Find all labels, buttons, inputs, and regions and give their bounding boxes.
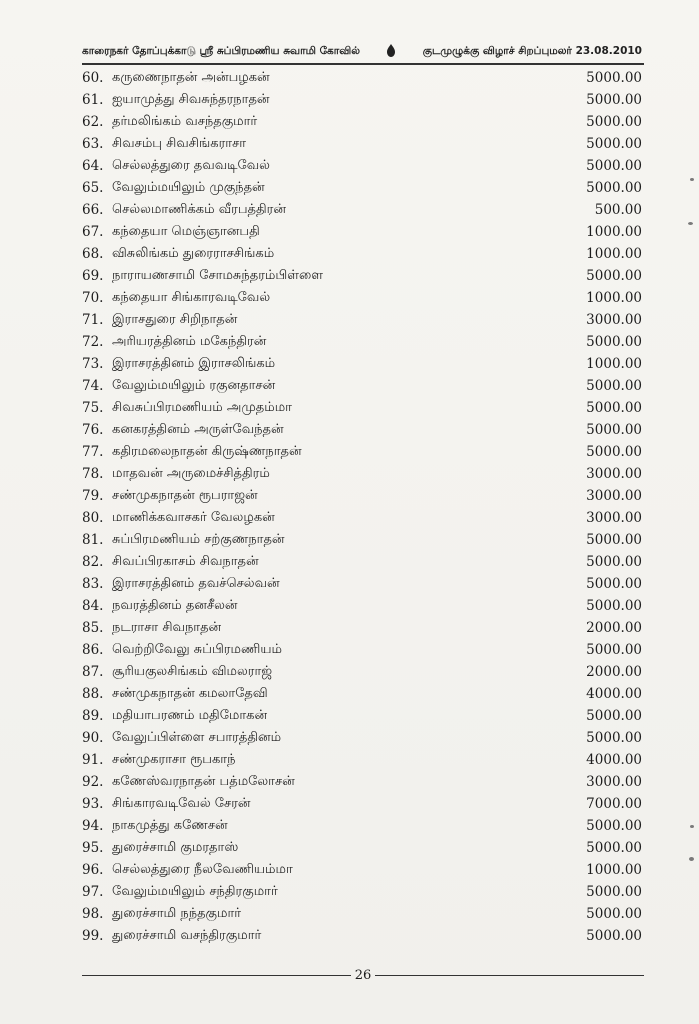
donor-row: [82, 683, 642, 705]
entry-number: 98.: [82, 906, 104, 922]
donor-row: [82, 815, 642, 837]
donor-name: வேலுப்பிள்ளை சபாரத்தினம்: [112, 730, 282, 745]
entry-number: 87.: [82, 664, 104, 680]
entry-number: 88.: [82, 686, 104, 702]
donor-row: [82, 705, 642, 727]
donor-name: சிங்காரவடிவேல் சேரன்: [112, 796, 251, 811]
entry-number: 82.: [82, 554, 104, 570]
donation-amount: 500.00: [594, 202, 642, 218]
donation-amount: 7000.00: [586, 796, 642, 812]
donor-name: துரைச்சாமி வசந்திரகுமார்: [112, 928, 262, 943]
entry-number: 68.: [82, 246, 104, 262]
donor-row: [82, 155, 642, 177]
donation-amount: 5000.00: [586, 730, 642, 746]
donor-row: [82, 749, 642, 771]
entry-number: 85.: [82, 620, 104, 636]
donation-amount: 5000.00: [586, 818, 642, 834]
entry-number: 62.: [82, 114, 104, 130]
donation-amount: 3000.00: [586, 488, 642, 504]
donor-name: கணேஸ்வரநாதன் பத்மலோசன்: [112, 774, 295, 789]
footer-rule-left: [82, 975, 351, 976]
donor-name: சூரியகுலசிங்கம் விமலராஜ்: [112, 664, 273, 679]
donation-amount: 3000.00: [586, 510, 642, 526]
donor-name: கருணைநாதன் அன்பழகன்: [112, 70, 270, 85]
donation-amount: 5000.00: [586, 906, 642, 922]
donor-name: துரைச்சாமி குமரதாஸ்: [112, 840, 239, 855]
scan-speck: [690, 825, 694, 828]
entry-number: 96.: [82, 862, 104, 878]
page-header: [82, 40, 642, 62]
donor-row: [82, 617, 642, 639]
donor-row: [82, 397, 642, 419]
donation-amount: 1000.00: [586, 356, 642, 372]
entry-number: 90.: [82, 730, 104, 746]
donation-amount: 1000.00: [586, 224, 642, 240]
donation-amount: 3000.00: [586, 312, 642, 328]
donation-amount: 5000.00: [586, 400, 642, 416]
entry-number: 97.: [82, 884, 104, 900]
scan-speck: [690, 178, 694, 181]
donor-row: [82, 441, 642, 463]
donor-row: [82, 89, 642, 111]
donor-row: [82, 375, 642, 397]
donation-amount: 5000.00: [586, 136, 642, 152]
donor-name: சண்முகராசா ரூபகாந்: [112, 752, 236, 767]
donor-row: [82, 221, 642, 243]
donation-amount: 5000.00: [586, 840, 642, 856]
donation-amount: 5000.00: [586, 334, 642, 350]
donation-amount: 4000.00: [586, 686, 642, 702]
donation-amount: 1000.00: [586, 290, 642, 306]
donor-row: [82, 573, 642, 595]
scan-speck: [688, 222, 693, 225]
donation-amount: 3000.00: [586, 466, 642, 482]
donor-name: வேலும்மயிலும் சந்திரகுமார்: [112, 884, 278, 899]
donor-name: செல்லத்துரை நீலவேணியம்மா: [112, 862, 293, 877]
header-rule: [82, 63, 644, 65]
donor-name: நாராயணசாமி சோமசுந்தரம்பிள்ளை: [112, 268, 324, 283]
donation-amount: 5000.00: [586, 598, 642, 614]
header-temple-title: காரைநகர் தோப்புக்காடு ஸ்ரீ சுப்பிரமணிய சுவாமி கோவில்: [82, 44, 360, 57]
entry-number: 67.: [82, 224, 104, 240]
donor-row: [82, 507, 642, 529]
entry-number: 89.: [82, 708, 104, 724]
donor-row: [82, 881, 642, 903]
donation-amount: 5000.00: [586, 576, 642, 592]
footer-rule-right: [375, 975, 644, 976]
donor-row: [82, 529, 642, 551]
donation-amount: 5000.00: [586, 554, 642, 570]
donor-name: சிவப்பிரகாசம் சிவநாதன்: [112, 554, 259, 569]
donor-name: வேலும்மயிலும் ரகுனதாசன்: [112, 378, 276, 393]
entry-number: 72.: [82, 334, 104, 350]
entry-number: 84.: [82, 598, 104, 614]
donor-name: அரியரத்தினம் மகேந்திரன்: [112, 334, 267, 349]
donation-amount: 5000.00: [586, 532, 642, 548]
entry-number: 65.: [82, 180, 104, 196]
entry-number: 73.: [82, 356, 104, 372]
donor-name: மாதவன் அருமைச்சித்திரம்: [112, 466, 270, 481]
donation-amount: 5000.00: [586, 180, 642, 196]
entry-number: 94.: [82, 818, 104, 834]
entry-number: 70.: [82, 290, 104, 306]
donor-name: ஐயாமுத்து சிவசுந்தரநாதன்: [112, 92, 270, 107]
donor-name: நடராசா சிவநாதன்: [112, 620, 222, 635]
donor-name: விசுலிங்கம் துரைராசசிங்கம்: [112, 246, 275, 261]
entry-number: 86.: [82, 642, 104, 658]
donor-row: [82, 111, 642, 133]
donor-name: சிவசம்பு சிவசிங்கராசா: [112, 136, 247, 151]
donation-amount: 1000.00: [586, 862, 642, 878]
donor-name: மதியாபரணம் மதிமோகன்: [112, 708, 268, 723]
donor-row: [82, 793, 642, 815]
donor-name: செல்லமாணிக்கம் வீரபத்திரன்: [112, 202, 286, 217]
donor-name: செல்லத்துரை தவவடிவேல்: [112, 158, 270, 173]
donation-amount: 5000.00: [586, 70, 642, 86]
entry-number: 81.: [82, 532, 104, 548]
donation-amount: 5000.00: [586, 268, 642, 284]
donor-name: நாகமுத்து கணேசன்: [112, 818, 228, 833]
donation-amount: 5000.00: [586, 92, 642, 108]
entry-number: 66.: [82, 202, 104, 218]
donation-amount: 5000.00: [586, 422, 642, 438]
donor-row: [82, 199, 642, 221]
donor-row: [82, 309, 642, 331]
donor-row: [82, 727, 642, 749]
page-number: 26: [354, 967, 372, 983]
entry-number: 92.: [82, 774, 104, 790]
donor-name: நவரத்தினம் தனசீலன்: [112, 598, 238, 613]
donor-name: இராசதுரை சிறிநாதன்: [112, 312, 238, 327]
entry-number: 74.: [82, 378, 104, 394]
donor-row: [82, 639, 642, 661]
entry-number: 93.: [82, 796, 104, 812]
entry-number: 71.: [82, 312, 104, 328]
donor-name: இராசரத்தினம் தவச்செல்வன்: [112, 576, 280, 591]
donation-amount: 5000.00: [586, 708, 642, 724]
donor-row: [82, 551, 642, 573]
entry-number: 77.: [82, 444, 104, 460]
donor-row: [82, 661, 642, 683]
entry-number: 75.: [82, 400, 104, 416]
donation-amount: 2000.00: [586, 620, 642, 636]
donor-row: [82, 837, 642, 859]
entry-number: 99.: [82, 928, 104, 944]
entry-number: 78.: [82, 466, 104, 482]
donor-name: கதிரமலைநாதன் கிருஷ்ணநாதன்: [112, 444, 302, 459]
donor-row: [82, 903, 642, 925]
donor-row: [82, 177, 642, 199]
entry-number: 60.: [82, 70, 104, 86]
scan-speck: [689, 857, 694, 861]
donation-amount: 5000.00: [586, 158, 642, 174]
donor-name: துரைச்சாமி நந்தகுமார்: [112, 906, 242, 921]
entry-number: 91.: [82, 752, 104, 768]
donation-amount: 1000.00: [586, 246, 642, 262]
donor-name: வேலும்மயிலும் முகுந்தன்: [112, 180, 265, 195]
donor-row: [82, 265, 642, 287]
lamp-emblem-icon: [386, 44, 396, 58]
donor-row: [82, 287, 642, 309]
donor-row: [82, 925, 642, 947]
entry-number: 61.: [82, 92, 104, 108]
donation-amount: 5000.00: [586, 928, 642, 944]
donor-row: [82, 463, 642, 485]
donor-row: [82, 859, 642, 881]
donor-row: [82, 485, 642, 507]
donor-name: சண்முகநாதன் ரூபராஜன்: [112, 488, 258, 503]
donation-amount: 5000.00: [586, 378, 642, 394]
donor-name: வெற்றிவேலு சுப்பிரமணியம்: [112, 642, 282, 657]
donor-name: கனகரத்தினம் அருள்வேந்தன்: [112, 422, 284, 437]
donor-list: [82, 67, 642, 947]
donor-name: சண்முகநாதன் கமலாதேவி: [112, 686, 268, 701]
donor-name: கந்தையா மெஞ்ஞானபதி: [112, 224, 260, 239]
donor-row: [82, 419, 642, 441]
donor-name: சுப்பிரமணியம் சற்குணநாதன்: [112, 532, 285, 547]
donor-row: [82, 133, 642, 155]
donation-amount: 3000.00: [586, 774, 642, 790]
donor-row: [82, 243, 642, 265]
page-footer: [82, 965, 644, 985]
donor-row: [82, 67, 642, 89]
donor-name: மாணிக்கவாசகர் வேலழகன்: [112, 510, 275, 525]
donation-amount: 5000.00: [586, 114, 642, 130]
donor-name: சிவசுப்பிரமணியம் அமுதம்மா: [112, 400, 292, 415]
donor-name: இராசரத்தினம் இராசலிங்கம்: [112, 356, 276, 371]
entry-number: 95.: [82, 840, 104, 856]
donor-row: [82, 353, 642, 375]
donation-amount: 5000.00: [586, 642, 642, 658]
donor-row: [82, 331, 642, 353]
donation-amount: 5000.00: [586, 444, 642, 460]
donation-amount: 2000.00: [586, 664, 642, 680]
donor-row: [82, 595, 642, 617]
entry-number: 64.: [82, 158, 104, 174]
entry-number: 79.: [82, 488, 104, 504]
donation-amount: 4000.00: [586, 752, 642, 768]
entry-number: 80.: [82, 510, 104, 526]
header-souvenir-title: குடமுழுக்கு விழாச் சிறப்புமலர் 23.08.2010: [422, 44, 642, 57]
entry-number: 69.: [82, 268, 104, 284]
donor-name: தர்மலிங்கம் வசந்தகுமார்: [112, 114, 258, 129]
donor-name: கந்தையா சிங்காரவடிவேல்: [112, 290, 271, 305]
entry-number: 83.: [82, 576, 104, 592]
donor-row: [82, 771, 642, 793]
donation-amount: 5000.00: [586, 884, 642, 900]
entry-number: 63.: [82, 136, 104, 152]
entry-number: 76.: [82, 422, 104, 438]
